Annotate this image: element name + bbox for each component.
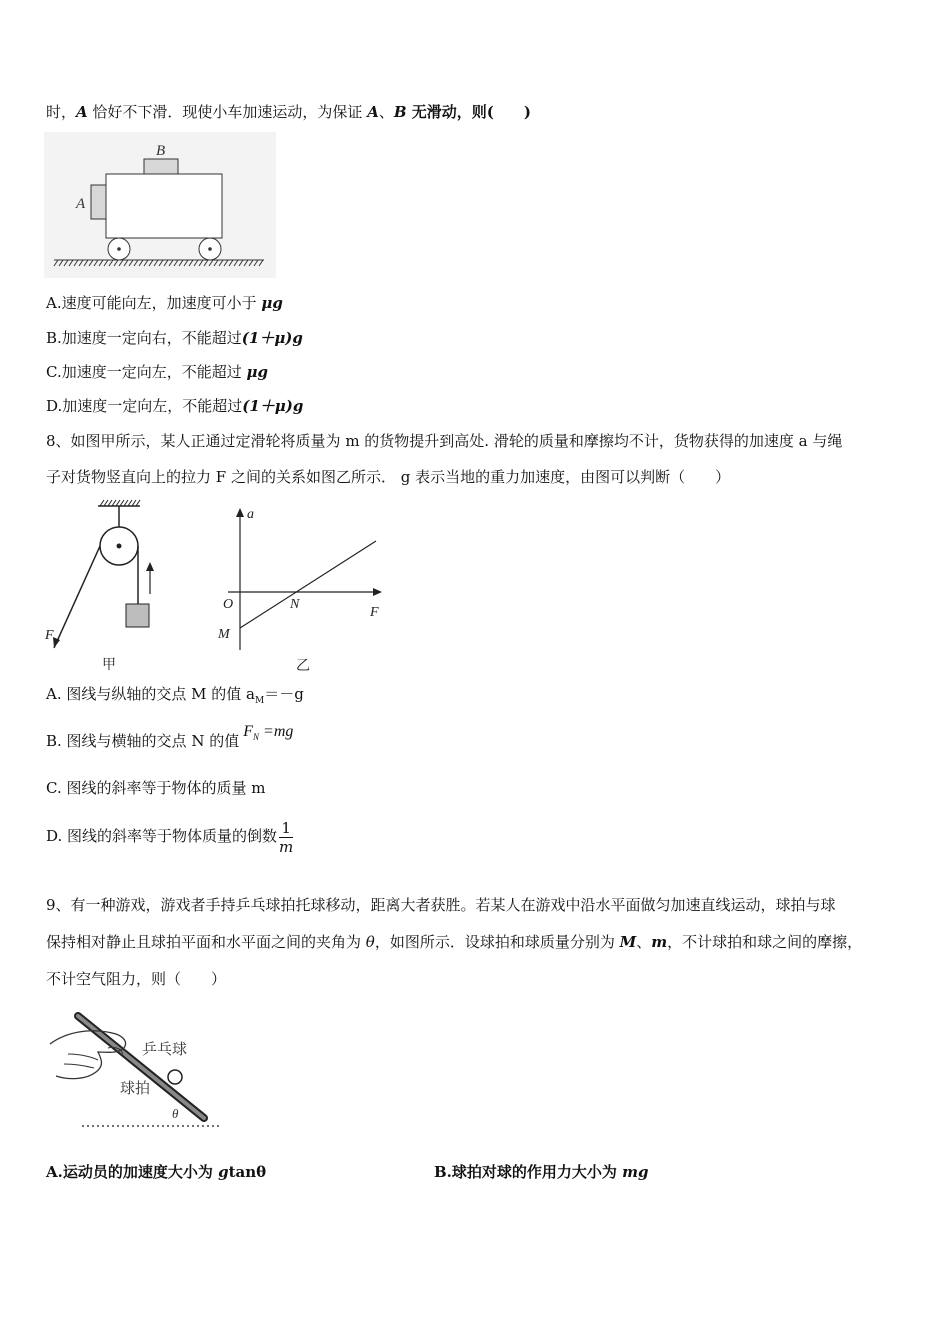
rope-left <box>54 546 100 648</box>
pulley-figure <box>40 498 180 673</box>
label-f-jia: F <box>45 628 54 643</box>
label-paddle: 球拍 <box>120 1081 151 1097</box>
cargo-block <box>126 604 149 627</box>
fraction-one-over-m: $\frac{1}{m}$ <box>279 818 294 856</box>
label-f-axis: F <box>370 605 379 620</box>
label-m: M <box>218 627 230 642</box>
label-n: N <box>290 597 300 612</box>
cart-figure <box>44 132 276 278</box>
block-b <box>144 159 178 174</box>
q8-stem-line2: 子对货物竖直向上的拉力 F 之间的关系如图乙所示． g 表示当地的重力加速度，由图可以判断（ ） <box>46 468 731 486</box>
q7-option-c: C.加速度一定向左，不能超过 μg <box>46 363 268 381</box>
q8-option-a: A. 图线与纵轴的交点 M 的值 $a_M=-g$ <box>46 685 304 706</box>
label-a: A <box>76 196 86 212</box>
hand <box>50 1031 126 1079</box>
q7-intro: 时，A 恰好不下滑．现使小车加速运动，为保证 A、B 无滑动，则( ) <box>46 103 531 121</box>
q9-option-b: B.球拍对球的作用力大小为 mg <box>434 1163 649 1181</box>
q8-option-d: D. 图线的斜率等于物体质量的倒数 $\frac{1}{m}$ <box>46 818 294 856</box>
q9-option-a: A.运动员的加速度大小为 gtanθ <box>46 1163 267 1181</box>
formula-fn-mg: $F_N =mg$ <box>243 723 294 743</box>
q9-stem-line2: 保持相对静止且球拍平面和水平面之间的夹角为 θ，如图所示．设球拍和球质量分别为 M、m，不计球拍和球之间的摩擦， <box>46 933 863 951</box>
label-origin: O <box>223 597 234 612</box>
q7-option-d: D.加速度一定向左，不能超过(1＋μ)g <box>46 397 304 415</box>
q9-stem-line3: 不计空气阻力，则（ ） <box>46 970 227 988</box>
q8-option-b: B. 图线与横轴的交点 N 的值$F_N =mg$ <box>46 723 294 750</box>
label-pingpong-ball: 乒乓球 <box>142 1042 188 1058</box>
label-theta: θ <box>172 1106 179 1121</box>
caption-jia: 甲 <box>102 658 116 673</box>
q7-option-b: B.加速度一定向右，不能超过(1＋μ)g <box>46 329 303 347</box>
ball <box>168 1070 182 1084</box>
label-a-axis: a <box>247 507 254 522</box>
block-a <box>91 185 106 219</box>
q7-option-a: A.速度可能向左，加速度可小于 μg <box>46 294 283 312</box>
caption-yi: 乙 <box>296 659 310 674</box>
q9-stem-line1: 9、有一种游戏，游戏者手持乒乓球拍托球移动，距离大者获胜。若某人在游戏中沿水平面做匀加速直线运动，球拍与球 <box>46 896 836 914</box>
paddle-figure <box>46 1002 226 1134</box>
cart-body <box>106 174 222 238</box>
q8-option-c: C. 图线的斜率等于物体的质量 m <box>46 779 266 797</box>
label-b: B <box>156 143 166 159</box>
graph-yi <box>210 500 390 675</box>
graph-line <box>240 541 376 628</box>
q8-stem-line1: 8、如图甲所示，某人正通过定滑轮将质量为 m 的货物提升到高处. 滑轮的质量和摩擦均不计，货物获得的加速度 a 与绳 <box>46 432 843 450</box>
